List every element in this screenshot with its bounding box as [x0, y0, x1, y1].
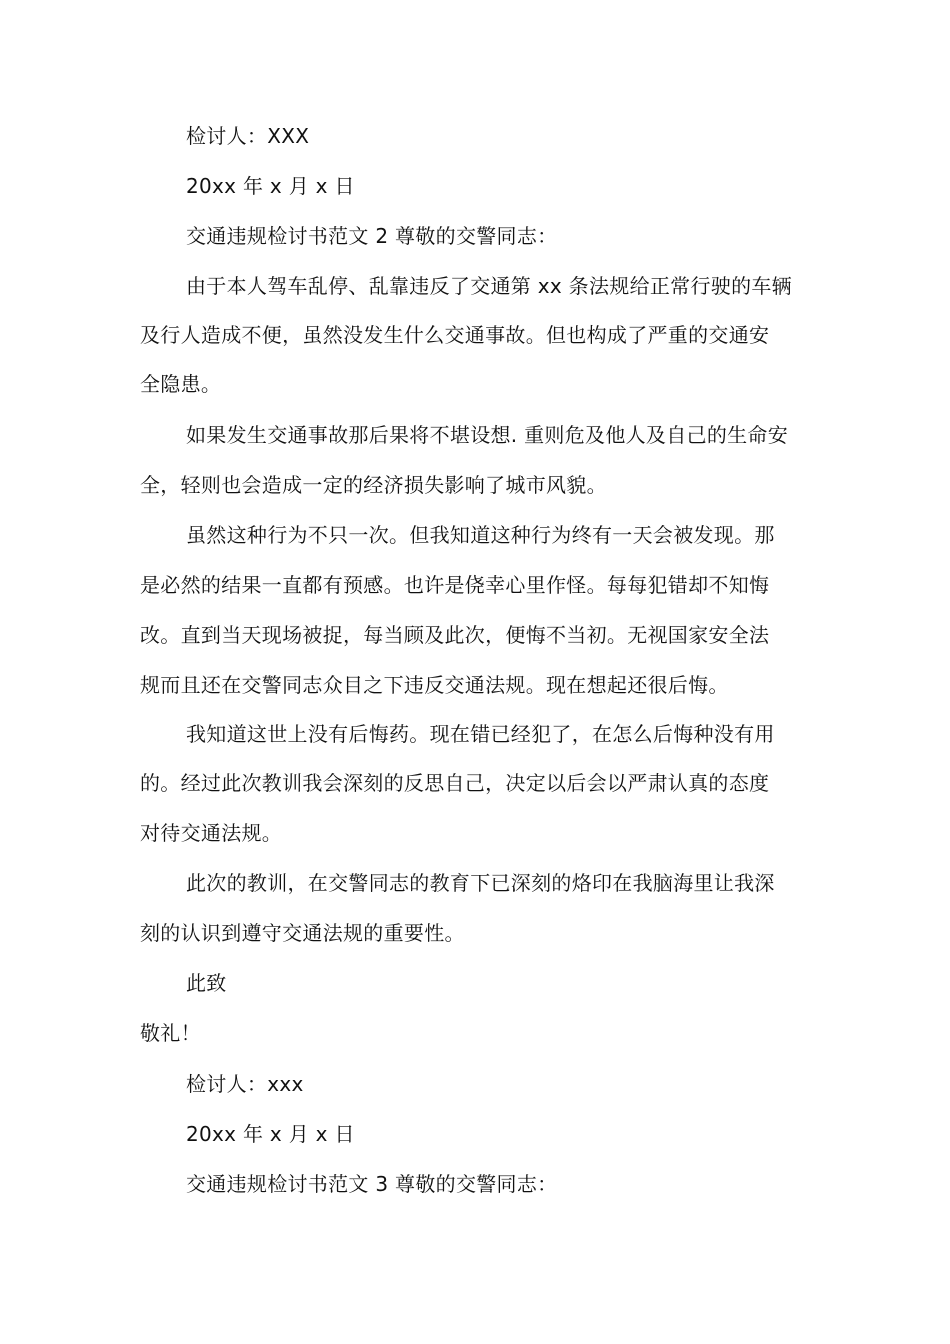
paragraph-line: 此次的教训，在交警同志的教育下已深刻的烙印在我脑海里让我深	[186, 871, 775, 895]
date-line: 20xx 年 x 月 x 日	[186, 174, 355, 198]
paragraph-line: 全，轻则也会造成一定的经济损失影响了城市风貌。	[140, 473, 607, 497]
date-line: 20xx 年 x 月 x 日	[186, 1122, 355, 1146]
signature-line: 检讨人：XXX	[186, 124, 310, 148]
paragraph-line: 对待交通法规。	[140, 821, 283, 845]
salute-line: 敬礼！	[140, 1021, 201, 1045]
signature-line: 检讨人：xxx	[186, 1072, 304, 1096]
paragraph-line: 我知道这世上没有后悔药。现在错已经犯了，在怎么后悔种没有用	[186, 722, 775, 746]
section-heading: 交通违规检讨书范文 3 尊敬的交警同志：	[186, 1172, 558, 1196]
section-heading: 交通违规检讨书范文 2 尊敬的交警同志：	[186, 224, 558, 248]
paragraph-line: 全隐患。	[140, 372, 222, 396]
paragraph-line: 虽然这种行为不只一次。但我知道这种行为终有一天会被发现。那	[186, 523, 775, 547]
paragraph-line: 的。经过此次教训我会深刻的反思自己，决定以后会以严肃认真的态度	[140, 771, 770, 795]
paragraph-line: 刻的认识到遵守交通法规的重要性。	[140, 921, 465, 945]
paragraph-line: 如果发生交通事故那后果将不堪设想. 重则危及他人及自己的生命安	[186, 423, 789, 447]
paragraph-line: 及行人造成不便，虽然没发生什么交通事故。但也构成了严重的交通安	[140, 323, 770, 347]
paragraph-line: 规而且还在交警同志众目之下违反交通法规。现在想起还很后悔。	[140, 673, 729, 697]
paragraph-line: 由于本人驾车乱停、乱靠违反了交通第 xx 条法规给正常行驶的车辆	[186, 274, 792, 298]
closing-line: 此致	[186, 971, 227, 995]
paragraph-line: 是必然的结果一直都有预感。也许是侥幸心里作怪。每每犯错却不知悔	[140, 573, 770, 597]
paragraph-line: 改。直到当天现场被捉，每当顾及此次，便悔不当初。无视国家安全法	[140, 623, 770, 647]
